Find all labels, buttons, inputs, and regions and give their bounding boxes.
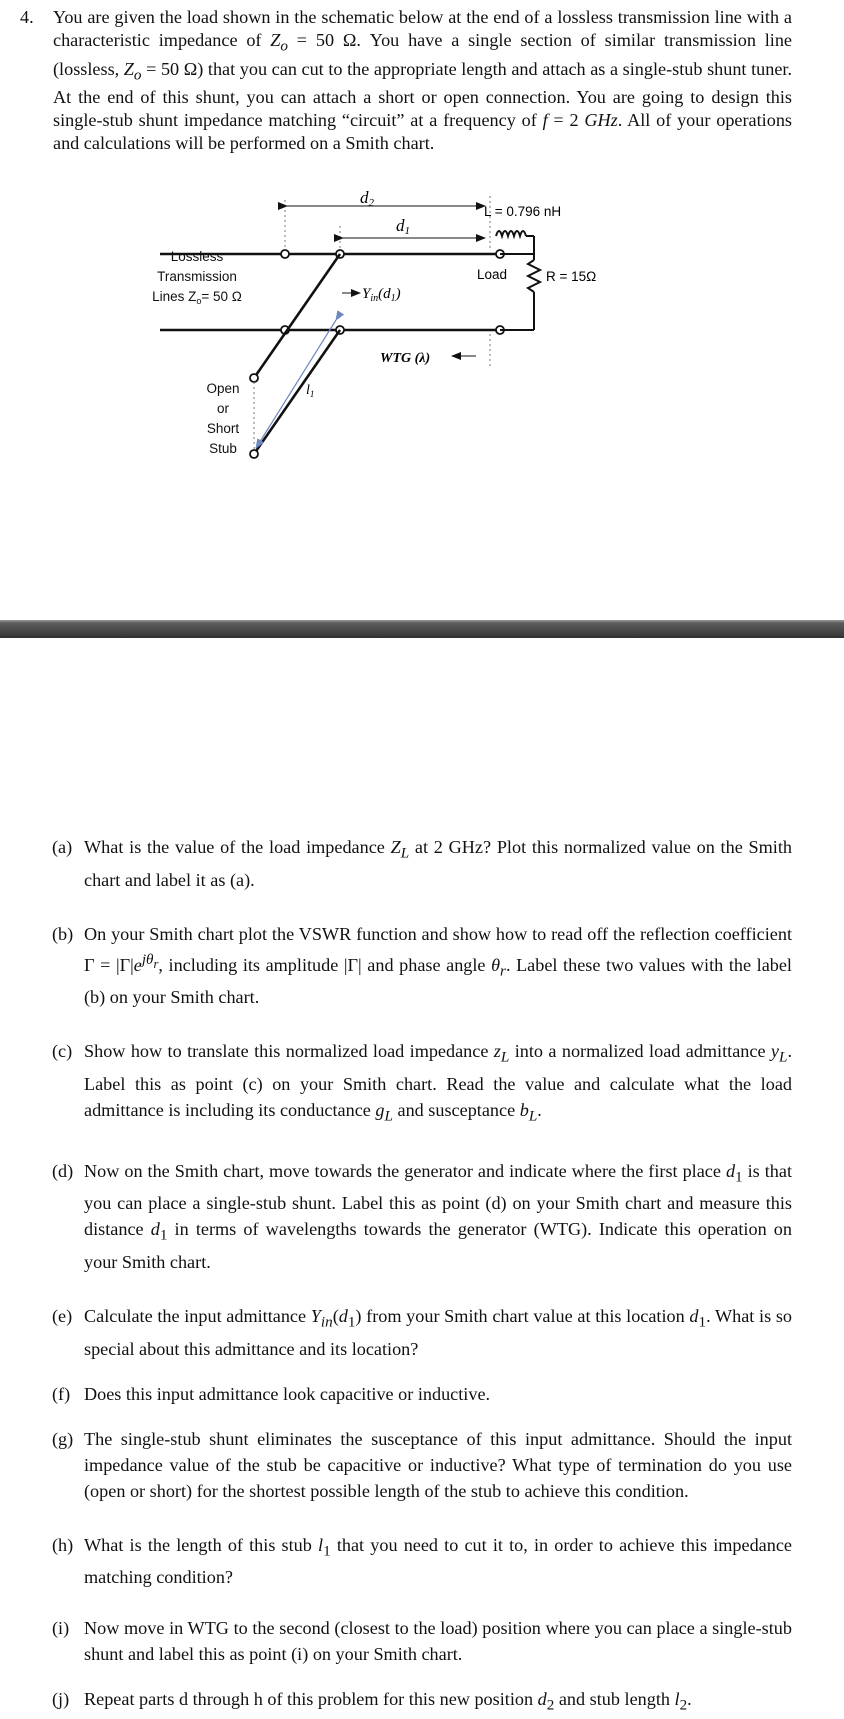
svg-text:Lines Zo= 50 Ω: Lines $Z_o= 50$ Ω — [152, 289, 242, 306]
question-item — [52, 1381, 792, 1407]
svg-text:Transmission: Transmission — [157, 269, 237, 284]
stub-labels — [206, 381, 239, 456]
question-text: What is the length of this stub $l_1$ that you need to cut it to, in order to achieve this impedance matching condition? — [84, 1534, 792, 1588]
svg-text:or: or — [216, 401, 230, 416]
d2-label: d2 — [360, 190, 374, 209]
question-item — [52, 1532, 792, 1591]
problem-statement — [20, 6, 792, 155]
d1-label: d1 — [396, 216, 410, 237]
question-text: Now on the Smith chart, move towards the generator and indicate where the first place $d_1$ is that you can place a single-stub shunt. Label this as point (d) on your Smith chart and measure this distance $d_1$ in terms of wavelengths towards the generator (WTG). Indicate this operation on your Smith chart. — [84, 1160, 793, 1272]
question-label: (b) — [52, 923, 74, 944]
question-label: (f) — [52, 1383, 71, 1404]
extension-lines — [285, 196, 490, 368]
question-item — [52, 1426, 792, 1504]
stub-length-arrow — [256, 320, 336, 448]
question-label: (j) — [52, 1689, 70, 1710]
inductor-label: L = 0.796 nH — [484, 204, 562, 219]
question-text: The single-stub shunt eliminates the susceptance of this input admittance. Should the input impedance value of the stub be capacitive or inductive? What type of termination do you use (open or short) for the shortest possible length of the stub to achieve this condition. — [84, 1428, 792, 1501]
l1-label: $l_1$ — [306, 383, 315, 399]
svg-text:Lossless: Lossless — [170, 249, 224, 264]
question-item — [52, 1686, 792, 1719]
question-item — [52, 1303, 792, 1362]
question-label: (i) — [52, 1618, 70, 1639]
resistor-label: R = 15Ω — [546, 269, 597, 284]
question-text: Now move in WTG to the second (closest to the load) position where you can place a single-stub shunt and label this as point (i) on your Smith chart. — [84, 1618, 792, 1665]
stub-conductors — [254, 254, 340, 454]
svg-text:Short: Short — [206, 421, 240, 436]
question-text: Repeat parts d through h of this problem for this new position $d_2$ and stub length $l_2$. — [84, 1689, 692, 1714]
problem-text: You are given the load shown in the schematic below at the end of a lossless transmission line with a characteristic impedance of $Z_o = 50$ Ω. You have a single section of similar transmission line (lossless, $Z_o = 50$ Ω) that you can cut to the appropriate length and attach as a single-stub shunt tuner. At the end of this shunt, you can attach a short or open connection. You are going to design this single-stub shunt impedance matching “circuit” at a frequency of f = 2 GHz. All of your operations and calculations will be performed on a Smith chart. — [53, 7, 793, 154]
schematic-diagram — [150, 190, 630, 480]
line-labels — [152, 249, 242, 306]
question-text: Does this input admittance look capacitive or inductive. — [84, 1383, 491, 1404]
stub-end-nodes — [250, 374, 258, 458]
section-divider — [0, 620, 844, 638]
question-text: On your Smith chart plot the VSWR function and show how to read off the reflection coefficient $\Gamma = |\Gamma|e^{j\theta_r}$, including its amplitude |Γ| and phase angle $\theta_r$. Label these two values with the label (b) on your Smith chart. — [84, 923, 792, 1008]
question-text: Calculate the input admittance $Y_{in}(d_1)$ from your Smith chart value at this location $d_1$. What is so special about this admittance and its location? — [84, 1305, 792, 1359]
yin-label: $Y_{in}(d_1)$ — [362, 286, 401, 304]
svg-text:Open: Open — [206, 381, 240, 396]
load-label: Load — [477, 267, 508, 282]
question-item — [52, 1158, 792, 1275]
question-item — [52, 1615, 792, 1667]
problem-number: 4. — [20, 7, 34, 27]
question-label: (h) — [52, 1534, 74, 1555]
question-label: (d) — [52, 1160, 74, 1181]
question-label: (g) — [52, 1428, 74, 1449]
question-label: (a) — [52, 837, 73, 857]
question-label: (e) — [52, 1305, 73, 1326]
question-item — [52, 834, 792, 893]
question-list — [52, 834, 792, 1719]
svg-text:Stub: Stub — [209, 441, 237, 456]
wtg-label: WTG (λ) — [380, 351, 431, 366]
question-label: (c) — [52, 1041, 73, 1062]
question-item — [52, 1038, 792, 1129]
question-text: What is the value of the load impedance $Z_L$ at 2 GHz? Plot this normalized value on the Smith chart and label it as (a). — [84, 837, 792, 890]
question-item — [52, 921, 792, 1011]
question-text: Show how to translate this normalized load impedance $z_L$ into a normalized load admittance $y_L$. Label this as point (c) on your Smith chart. Read the value and calculate what the load admittance is including its conductance $g_L$ and susceptance $b_L$. — [84, 1041, 792, 1125]
